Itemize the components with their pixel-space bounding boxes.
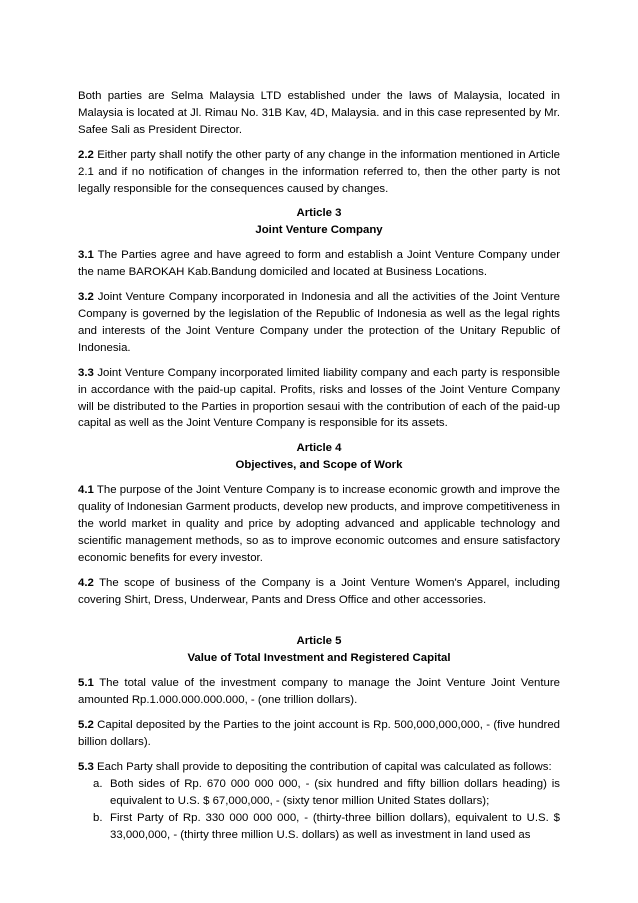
list-marker: a. [93, 777, 103, 790]
clause-text: The Parties agree and have agreed to form and establish a Joint Venture Company under the name BAROKAH Kab.Bandung domiciled and located at Business Locations. [78, 249, 560, 279]
clause-number: 4.2 [78, 576, 94, 589]
clause-5-3-list [78, 776, 560, 844]
list-item-text: First Party of Rp. 330 000 000 000, - (thirty-three billion dollars), equivalent to U.S. $ 33,000,000, - (thirty three million U.S. dollars) as well as investment in land used as [110, 811, 560, 841]
clause-text: Joint Venture Company incorporated limited liability company and each party is responsible in accordance with the paid-up capital. Profits, risks and losses of the Joint Venture Company will be distributed to the Parties in proportion sesaui with the contribution of each of the paid-up capital as well as the Joint Venture Company is responsible for its assets. [78, 366, 560, 430]
clause-5-1 [78, 675, 560, 709]
intro-paragraph: Both parties are Selma Malaysia LTD established under the laws of Malaysia, located in Malaysia is located at Jl. Rimau No. 31B Kav, 4D, Malaysia. and in this case represented by Mr. Safee Sali as President Director. [78, 90, 560, 136]
clause-number: 5.2 [78, 719, 94, 732]
clause-number: 5.1 [78, 677, 94, 690]
clause-text: The purpose of the Joint Venture Company is to increase economic growth and improve the quality of Indonesian Garment products, develop new products, and improve competitiveness in the world market in quality and price by adopting advanced and applicable technology and scientific management methods, so as to improve economic outcomes and ensure satisfactory economic benefits for every investor. [78, 484, 560, 564]
clause-text: Joint Venture Company incorporated in Indonesia and all the activities of the Joint Venture Company is governed by the legislation of the Republic of Indonesia as well as the legal rights and interests of the Joint Venture Company under the protection of the Unitary Republic of Indonesia. [78, 291, 560, 354]
clause-3-2 [78, 289, 560, 357]
list-item [93, 810, 560, 844]
article-4-subtitle: Objectives, and Scope of Work [235, 459, 403, 472]
clause-text: The scope of business of the Company is a Joint Venture Women's Apparel, including covering Shirt, Dress, Underwear, Pants and Dress Office and other accessories. [78, 576, 560, 606]
clause-number: 4.1 [78, 484, 94, 497]
article-4-title: Article 4 [296, 442, 342, 455]
article-5-subtitle: Value of Total Investment and Registered Capital [187, 652, 451, 665]
article-5-title: Article 5 [296, 635, 342, 648]
article-3-title: Article 3 [296, 207, 342, 220]
clause-number: 3.2 [78, 291, 94, 304]
clause-4-2 [78, 575, 560, 609]
clause-3-1 [78, 247, 560, 281]
clause-number: 3.3 [78, 366, 94, 379]
clause-number: 2.2 [78, 148, 94, 161]
list-item-text: Both sides of Rp. 670 000 000 000, - (six hundred and fifty billion dollars heading) is equivalent to U.S. $ 67,000,000, - (sixty tenor million United States dollars); [110, 777, 560, 807]
list-marker: b. [93, 811, 103, 824]
clause-text: Capital deposited by the Parties to the joint account is Rp. 500,000,000,000, - (five hundred billion dollars). [78, 719, 560, 748]
clause-5-3 [78, 759, 560, 776]
clause-3-3 [78, 365, 560, 433]
list-item [93, 776, 560, 810]
clause-5-2 [78, 717, 560, 751]
clause-4-1 [78, 482, 560, 567]
article-3-subtitle: Joint Venture Company [255, 224, 383, 237]
clause-number: 5.3 [78, 760, 94, 773]
clause-number: 3.1 [78, 249, 94, 262]
clause-text: Either party shall notify the other party of any change in the information mentioned in Article 2.1 and if no notification of changes in the information referred to, then the other party is not legally responsible for the consequences caused by changes. [78, 148, 560, 195]
clause-2-2 [78, 147, 560, 198]
clause-text: Each Party shall provide to depositing the contribution of capital was calculated as follows: [93, 760, 552, 773]
clause-text: The total value of the investment company to manage the Joint Venture Joint Venture amounted Rp.1.000.000.000.000, - (one trillion dollars). [78, 677, 560, 707]
